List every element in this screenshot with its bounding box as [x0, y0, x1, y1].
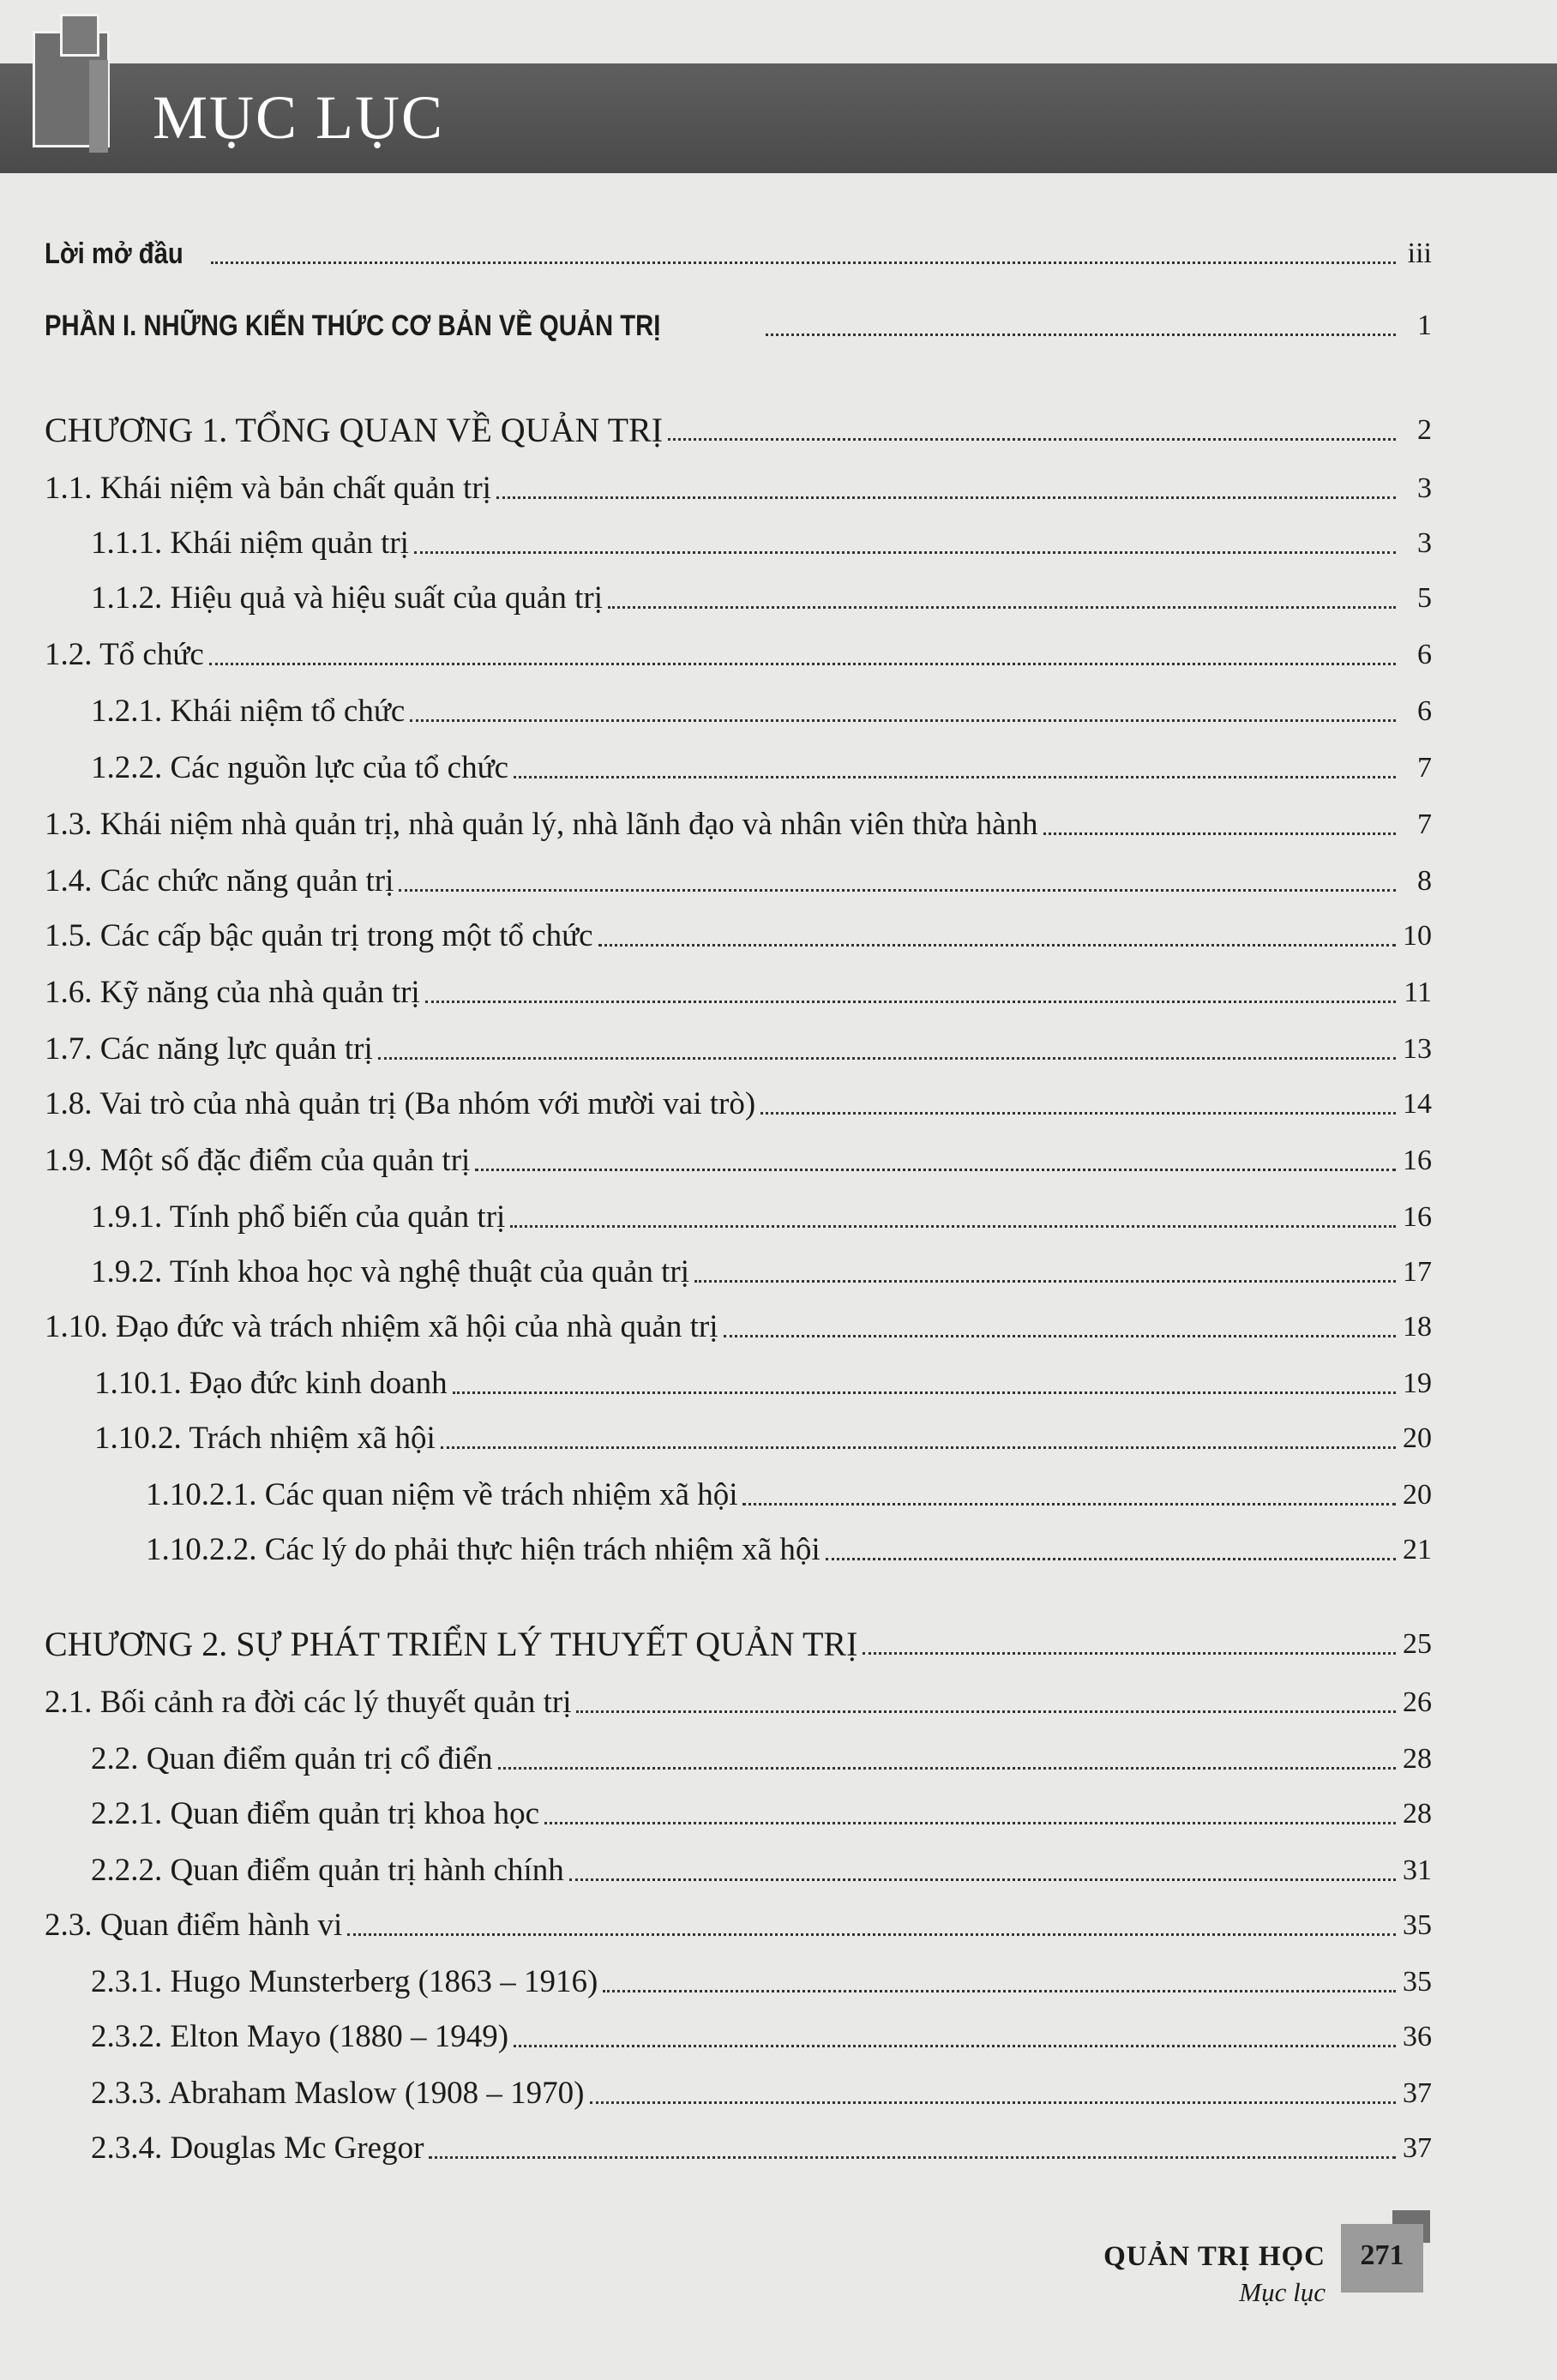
- toc-entry-title: 1.2.2. Các nguồn lực của tổ chức: [91, 750, 509, 785]
- toc-entry-page: 25: [1403, 1628, 1432, 1660]
- toc-entry: [45, 225, 1432, 273]
- dot-leader: [414, 551, 1396, 554]
- toc-entry-title: 1.1.1. Khái niệm quản trị: [91, 526, 409, 561]
- toc-entry-title: 1.9.2. Tính khoa học và nghệ thuật của quản trị: [91, 1254, 690, 1289]
- dot-leader: [498, 1767, 1396, 1770]
- toc-entry: [45, 852, 1432, 900]
- footer-page-number: 271: [1360, 2239, 1404, 2271]
- toc-entry: [146, 1466, 1432, 1514]
- dot-leader: [441, 1446, 1396, 1449]
- toc-entry: [91, 2008, 1432, 2056]
- toc-entry: [45, 626, 1432, 674]
- toc-entry-page: 35: [1403, 1909, 1432, 1941]
- dot-leader: [410, 719, 1396, 722]
- toc-entry: [45, 907, 1432, 955]
- toc-entry-title: 2.2. Quan điểm quản trị cổ điển: [91, 1741, 493, 1776]
- toc-entry: [91, 739, 1432, 787]
- toc-entry-title: 1.9.1. Tính phổ biến của quản trị: [91, 1199, 506, 1235]
- toc-entry-page: 21: [1403, 1534, 1432, 1566]
- toc-entry-page: 18: [1403, 1311, 1432, 1343]
- toc-entry-page: 7: [1417, 808, 1432, 840]
- toc-entry: [45, 1020, 1432, 1068]
- dot-leader: [766, 334, 1396, 336]
- toc-entry: [45, 964, 1432, 1012]
- footer-section: Mục lục: [1239, 2277, 1326, 2307]
- toc-entry-page: 3: [1417, 527, 1432, 559]
- dot-leader: [429, 2156, 1396, 2159]
- toc-entry-title: 1.2.1. Khái niệm tổ chức: [91, 694, 406, 729]
- toc-entry-title: 1.10.2. Trách nhiệm xã hội: [94, 1421, 436, 1456]
- toc-entry-page: 2: [1417, 414, 1432, 446]
- toc-entry-title: 1.2. Tổ chức: [45, 637, 204, 672]
- toc-entry-title: 1.10.2.2. Các lý do phải thực hiện trách nhiệm xã hội: [146, 1532, 821, 1567]
- toc-entry-title: 1.10.1. Đạo đức kinh doanh: [94, 1366, 448, 1401]
- toc-entry-page: 35: [1403, 1966, 1432, 1998]
- toc-entry-title: CHƯƠNG 2. SỰ PHÁT TRIỂN LÝ THUYẾT QUẢN TRỊ: [45, 1625, 858, 1663]
- toc-entry-title: 2.2.2. Quan điểm quản trị hành chính: [91, 1853, 564, 1888]
- toc-entry-page: 14: [1403, 1088, 1432, 1120]
- toc-entry-page: 19: [1403, 1367, 1432, 1399]
- toc-entry-page: 6: [1417, 639, 1432, 670]
- dot-leader: [510, 1225, 1396, 1228]
- toc-entry-page: 11: [1404, 977, 1432, 1008]
- toc-entry: [91, 682, 1432, 730]
- toc-entry-title: 1.8. Vai trò của nhà quản trị (Ba nhóm với mười vai trò): [45, 1086, 756, 1121]
- toc-entry-title: Lời mở đầu: [45, 237, 183, 270]
- dot-leader: [694, 1280, 1396, 1283]
- toc-entry-page: 8: [1417, 865, 1432, 897]
- toc-entry-page: 16: [1403, 1145, 1432, 1176]
- dot-leader: [608, 606, 1396, 609]
- toc-entry-title: 2.2.1. Quan điểm quản trị khoa học: [91, 1796, 540, 1831]
- page-title: MỤC LỤC: [153, 83, 445, 152]
- toc-entry-page: 1: [1417, 310, 1432, 341]
- toc-entry-title: 1.7. Các năng lực quản trị: [45, 1031, 373, 1067]
- toc-entry-title: 1.1. Khái niệm và bản chất quản trị: [45, 471, 491, 506]
- dot-leader: [514, 776, 1396, 778]
- toc-entry: [45, 1674, 1432, 1722]
- toc-entry-title: 1.10.2.1. Các quan niệm về trách nhiệm xã hội: [146, 1477, 738, 1512]
- dot-leader: [598, 944, 1396, 947]
- toc-entry-title: 2.3. Quan điểm hành vi: [45, 1908, 343, 1943]
- dot-leader: [760, 1112, 1396, 1115]
- toc-entry-page: 16: [1403, 1201, 1432, 1233]
- toc-entry-page: 26: [1403, 1686, 1432, 1718]
- toc-entry: [45, 1896, 1432, 1944]
- toc-entry-title: 1.9. Một số đặc điểm của quản trị: [45, 1143, 471, 1178]
- toc-entry-page: 37: [1403, 2077, 1432, 2109]
- dot-leader: [211, 261, 1396, 264]
- toc-entry: [45, 796, 1432, 844]
- toc-entry: [94, 1409, 1432, 1457]
- toc-entry-page: 10: [1403, 920, 1432, 952]
- dot-leader: [475, 1169, 1396, 1171]
- toc-entry: [91, 1842, 1432, 1890]
- toc-entry-title: 1.4. Các chức năng quản trị: [45, 863, 394, 899]
- toc-entry: [91, 569, 1432, 617]
- toc-entry-page: 36: [1403, 2021, 1432, 2052]
- toc-entry: [91, 1243, 1432, 1291]
- dot-leader: [576, 1710, 1396, 1713]
- dot-leader: [826, 1558, 1396, 1560]
- toc-entry: [91, 514, 1432, 562]
- toc-entry: [45, 460, 1432, 508]
- toc-entry-page: 37: [1403, 2132, 1432, 2164]
- toc-entry: [91, 1188, 1432, 1236]
- toc-entry: [45, 1615, 1432, 1663]
- toc-entry-page: 31: [1403, 1854, 1432, 1886]
- dot-leader: [425, 1001, 1396, 1003]
- dot-leader: [668, 438, 1396, 441]
- toc-entry-page: 3: [1417, 472, 1432, 504]
- toc-entry-title: 2.3.3. Abraham Maslow (1908 – 1970): [91, 2076, 585, 2111]
- toc-entry: [45, 1132, 1432, 1180]
- dot-leader: [514, 2045, 1396, 2047]
- toc-entry-title: 1.3. Khái niệm nhà quản trị, nhà quản lý, nhà lãnh đạo và nhân viên thừa hành: [45, 807, 1038, 842]
- toc-entry: [94, 1355, 1432, 1403]
- dot-leader: [209, 663, 1396, 665]
- toc-entry-page: 20: [1403, 1422, 1432, 1454]
- dot-leader: [453, 1391, 1396, 1394]
- dot-leader: [724, 1335, 1397, 1337]
- toc-entry-page: iii: [1407, 237, 1432, 269]
- dot-leader: [863, 1652, 1396, 1655]
- dot-leader: [347, 1933, 1396, 1936]
- toc-entry: [45, 1298, 1432, 1346]
- toc-entry-page: 5: [1417, 582, 1432, 614]
- dot-leader: [496, 496, 1396, 499]
- toc-entry: [45, 401, 1432, 449]
- dot-leader: [742, 1503, 1396, 1506]
- toc-entry: [91, 1785, 1432, 1833]
- toc-entry-page: 6: [1417, 695, 1432, 727]
- dot-leader: [1043, 832, 1396, 835]
- toc-entry-title: 1.5. Các cấp bậc quản trị trong một tổ chức: [45, 918, 593, 953]
- toc-entry-page: 28: [1403, 1798, 1432, 1830]
- toc-entry-page: 20: [1403, 1479, 1432, 1511]
- toc-entry: [45, 297, 1432, 345]
- toc-entry-title: CHƯƠNG 1. TỔNG QUAN VỀ QUẢN TRỊ: [45, 411, 664, 449]
- toc-entry: [45, 1075, 1432, 1123]
- dot-leader: [399, 889, 1396, 892]
- dot-leader: [544, 1822, 1396, 1824]
- toc-entry-title: PHẦN I. NHỮNG KIẾN THỨC CƠ BẢN VỀ QUẢN TRỊ: [45, 310, 661, 342]
- dot-leader: [378, 1057, 1396, 1060]
- toc-entry-page: 28: [1403, 1743, 1432, 1775]
- footer-book-title: QUẢN TRỊ HỌC: [1103, 2241, 1326, 2272]
- toc-entry-title: 2.3.2. Elton Mayo (1880 – 1949): [91, 2019, 509, 2054]
- toc-entry-title: 2.3.1. Hugo Munsterberg (1863 – 1916): [91, 1964, 598, 1999]
- toc-entry-title: 2.3.4. Douglas Mc Gregor: [91, 2131, 424, 2166]
- dot-leader: [590, 2101, 1397, 2104]
- toc-entry: [91, 1730, 1432, 1778]
- toc-entry-title: 2.1. Bối cảnh ra đời các lý thuyết quản trị: [45, 1685, 572, 1720]
- toc-entry-title: 1.1.2. Hiệu quả và hiệu suất của quản trị: [91, 580, 603, 616]
- toc-entry: [91, 2064, 1432, 2113]
- toc-entry-page: 17: [1403, 1256, 1432, 1288]
- toc-entry-page: 13: [1403, 1033, 1432, 1065]
- toc-entry: [91, 1953, 1432, 2001]
- dot-leader: [569, 1878, 1396, 1881]
- toc-entry-page: 7: [1417, 752, 1432, 784]
- toc-entry: [91, 2119, 1432, 2167]
- toc-entry-title: 1.10. Đạo đức và trách nhiệm xã hội của nhà quản trị: [45, 1309, 718, 1344]
- dot-leader: [603, 1990, 1396, 1992]
- toc-entry-title: 1.6. Kỹ năng của nhà quản trị: [45, 975, 420, 1010]
- toc-entry: [146, 1521, 1432, 1569]
